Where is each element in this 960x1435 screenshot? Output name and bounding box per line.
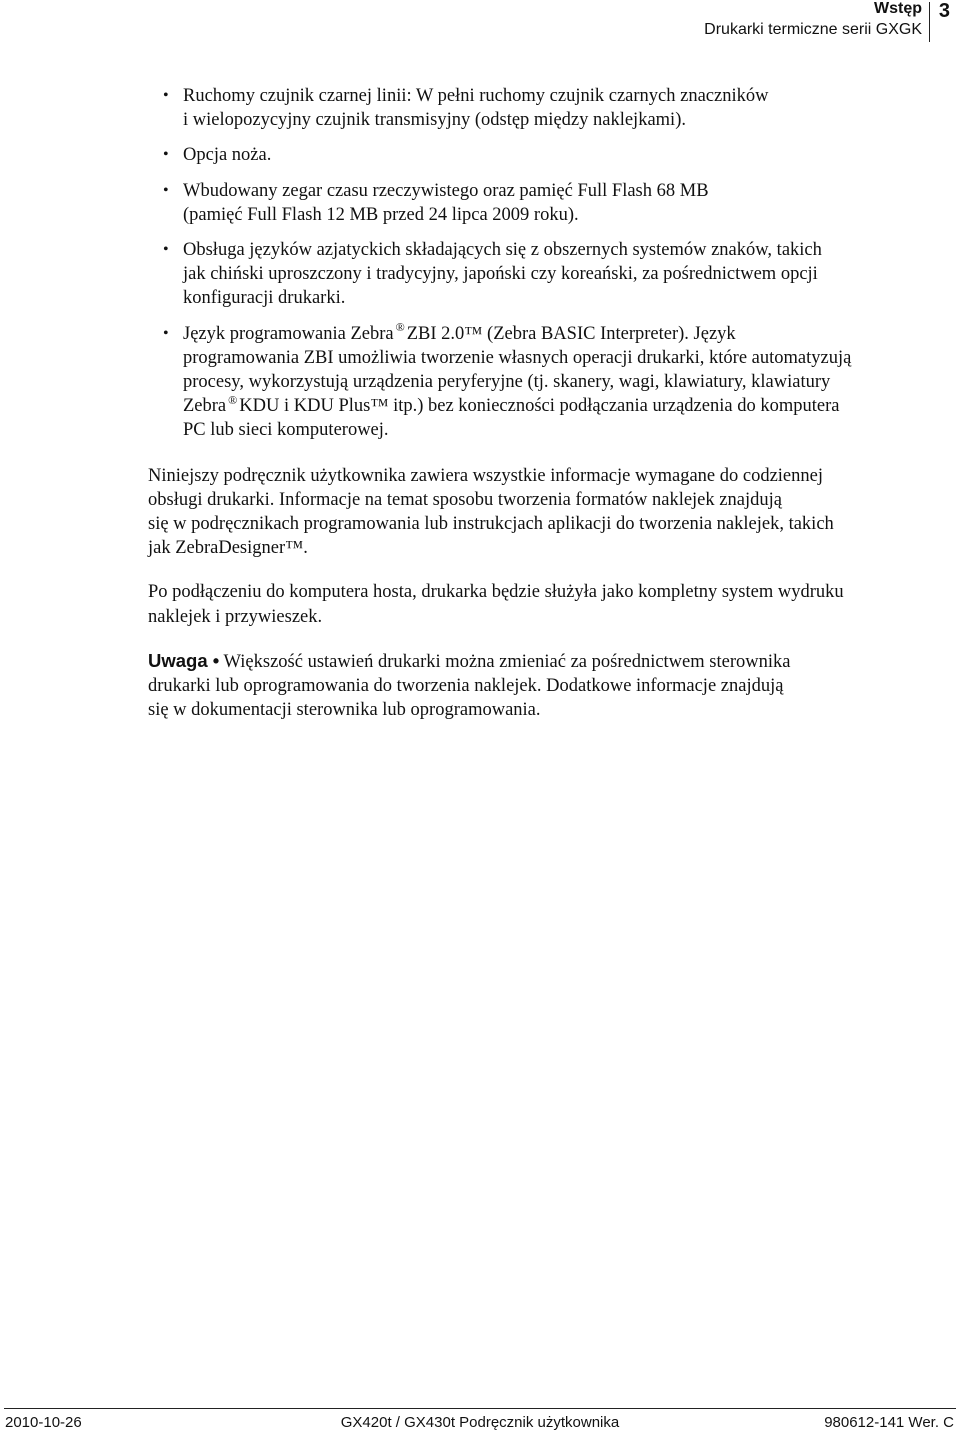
note-line: się w dokumentacji sterownika lub oprogramowania. <box>148 700 541 721</box>
list-item-line: PC lub sieci komputerowej. <box>183 420 389 441</box>
list-item <box>148 238 928 311</box>
list-item-line: i wielopozycyjny czujnik transmisyjny (odstęp między naklejkami). <box>183 110 686 131</box>
list-item-line: Ruchomy czujnik czarnej linii: W pełni ruchomy czujnik czarnych znaczników <box>183 86 769 106</box>
list-item-line: programowania ZBI umożliwia tworzenie własnych operacji drukarki, które automatyzują <box>183 347 852 368</box>
list-item-line: Opcja noża. <box>183 145 272 166</box>
paragraph-line: naklejek i przywieszek. <box>148 606 323 627</box>
list-item-line: jak chiński uproszczony i tradycyjny, japoński czy koreański, za pośrednictwem opcji <box>183 264 818 285</box>
note-label: Uwaga • <box>148 649 220 671</box>
list-item-line: (pamięć Full Flash 12 MB przed 24 lipca 2009 roku). <box>183 204 579 225</box>
header-section-title: Wstęp <box>874 0 922 17</box>
list-item <box>148 84 928 132</box>
header-text <box>704 0 922 42</box>
paragraph-line: Niniejszy podręcznik użytkownika zawiera wszystkie informacje wymagane do codziennej <box>148 465 823 486</box>
page-number: 3 <box>938 0 950 22</box>
registered-mark: ® <box>228 393 238 408</box>
paragraph-host-connection <box>148 580 928 628</box>
header-subtitle: Drukarki termiczne serii GXGK <box>704 21 922 38</box>
list-item <box>148 143 928 167</box>
footer-divider <box>4 1408 956 1409</box>
list-item-line: Zebra <box>183 396 227 417</box>
list-item <box>148 322 928 443</box>
paragraph-manual-scope <box>148 464 928 561</box>
list-item-line: Wbudowany zegar czasu rzeczywistego oraz pamięć Full Flash 68 MB <box>183 180 709 201</box>
list-item-line: Obsługa języków azjatyckich składających się z obszernych systemów znaków, takich <box>183 240 822 261</box>
note-line: drukarki lub oprogramowania do tworzenia naklejek. Dodatkowe informacje znajdują <box>148 676 784 697</box>
paragraph-line: jak ZebraDesigner™. <box>148 538 308 559</box>
list-item <box>148 179 928 227</box>
page-header <box>0 0 960 44</box>
paragraph-line: obsługi drukarki. Informacje na temat sposobu tworzenia formatów naklejek znajdują <box>148 489 782 510</box>
footer-doc-id: 980612-141 Wer. C <box>824 1414 954 1431</box>
list-item-line: ZBI 2.0™ (Zebra BASIC Interpreter). Język <box>406 323 736 344</box>
header-divider <box>929 2 930 42</box>
note-block <box>148 649 928 723</box>
footer-date: 2010-10-26 <box>5 1414 82 1431</box>
list-item-line: Język programowania Zebra <box>183 323 394 344</box>
list-item-line: procesy, wykorzystują urządzenia peryferyjne (tj. skanery, wagi, klawiatury, klawiatury <box>183 372 831 393</box>
page-content <box>148 84 928 742</box>
list-item-line: KDU i KDU Plus™ itp.) bez konieczności podłączania urządzenia do komputera <box>239 396 840 417</box>
note-line: Większość ustawień drukarki można zmieniać za pośrednictwem sterownika <box>223 651 791 672</box>
feature-list <box>148 84 928 443</box>
list-item-line: konfiguracji drukarki. <box>183 288 346 309</box>
paragraph-line: się w podręcznikach programowania lub instrukcjach aplikacji do tworzenia naklejek, takich <box>148 514 834 535</box>
registered-mark: ® <box>395 320 405 335</box>
page-footer <box>0 1408 960 1435</box>
footer-title: GX420t / GX430t Podręcznik użytkownika <box>340 1414 620 1431</box>
paragraph-line: Po podłączeniu do komputera hosta, drukarka będzie służyła jako kompletny system wydruku <box>148 582 844 603</box>
